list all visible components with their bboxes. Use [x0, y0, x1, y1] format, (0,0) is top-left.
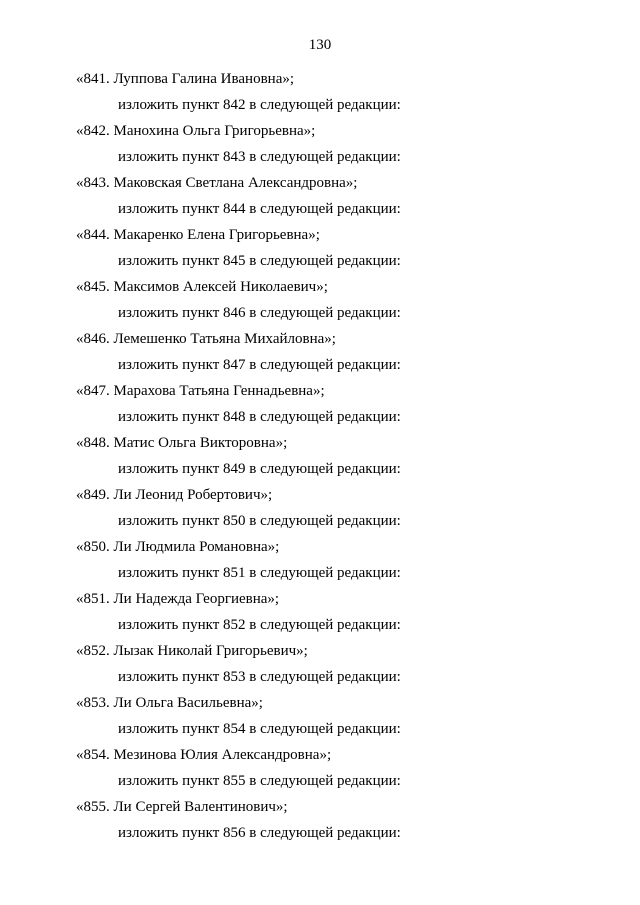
page-number: 130 [308, 37, 332, 53]
list-item-text: «848. Матис Ольга Викторовна»; [76, 435, 288, 451]
list-item-text: «845. Максимов Алексей Николаевич»; [76, 279, 328, 295]
list-item-text: «853. Ли Ольга Васильевна»; [76, 695, 263, 711]
list-item-text: «850. Ли Людмила Романовна»; [76, 539, 280, 555]
amendment-instruction: изложить пункт 853 в следующей редакции: [118, 669, 401, 685]
amendment-instruction: изложить пункт 849 в следующей редакции: [118, 461, 401, 477]
amendment-instruction: изложить пункт 855 в следующей редакции: [118, 773, 401, 789]
amendment-instruction: изложить пункт 843 в следующей редакции: [118, 149, 401, 165]
amendment-instruction: изложить пункт 851 в следующей редакции: [118, 565, 401, 581]
amendment-instruction: изложить пункт 847 в следующей редакции: [118, 357, 401, 373]
list-item-text: «852. Лызак Николай Григорьевич»; [76, 643, 308, 659]
list-item-text: «841. Луппова Галина Ивановна»; [76, 71, 295, 87]
amendment-instruction: изложить пункт 856 в следующей редакции: [118, 825, 401, 841]
amendment-instruction: изложить пункт 850 в следующей редакции: [118, 513, 401, 529]
amendment-instruction: изложить пункт 846 в следующей редакции: [118, 305, 401, 321]
list-item-text: «847. Марахова Татьяна Геннадьевна»; [76, 383, 325, 399]
list-item-text: «849. Ли Леонид Робертович»; [76, 487, 273, 503]
list-item-text: «846. Лемешенко Татьяна Михайловна»; [76, 331, 336, 347]
list-item-text: «844. Макаренко Елена Григорьевна»; [76, 227, 320, 243]
amendment-instruction: изложить пункт 844 в следующей редакции: [118, 201, 401, 217]
list-item-text: «843. Маковская Светлана Александровна»; [76, 175, 358, 191]
amendment-instruction: изложить пункт 842 в следующей редакции: [118, 97, 401, 113]
amendment-instruction: изложить пункт 845 в следующей редакции: [118, 253, 401, 269]
list-item-text: «851. Ли Надежда Георгиевна»; [76, 591, 280, 607]
list-item-text: «854. Мезинова Юлия Александровна»; [76, 747, 332, 763]
amendment-instruction: изложить пункт 852 в следующей редакции: [118, 617, 401, 633]
list-item-text: «842. Манохина Ольга Григорьевна»; [76, 123, 316, 139]
list-item-text: «855. Ли Сергей Валентинович»; [76, 799, 288, 815]
amendment-list [0, 70, 640, 850]
amendment-instruction: изложить пункт 854 в следующей редакции: [118, 721, 401, 737]
amendment-instruction: изложить пункт 848 в следующей редакции: [118, 409, 401, 425]
